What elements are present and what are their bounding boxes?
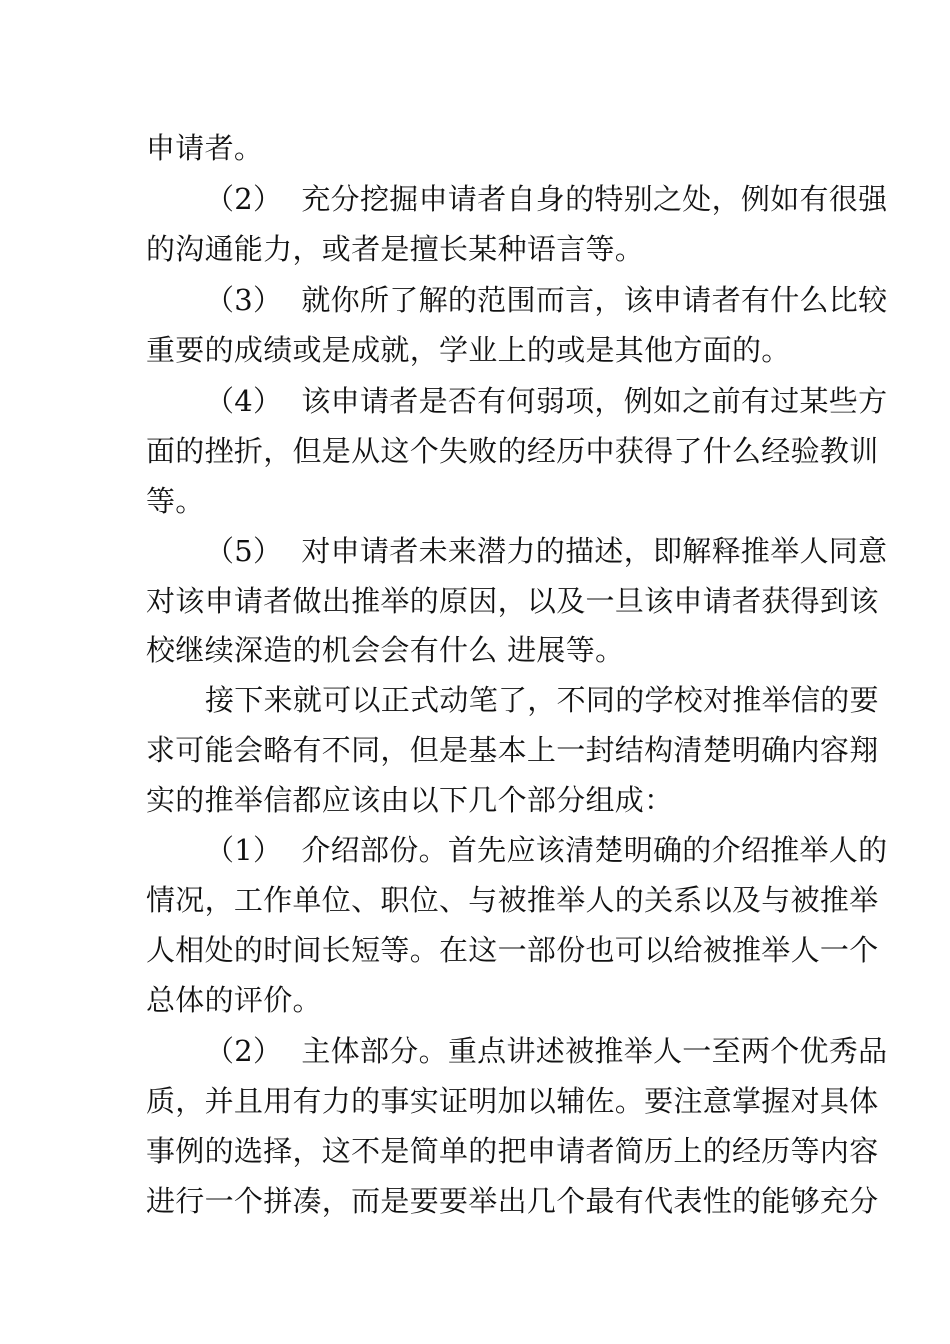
text-line: 人相处的时间长短等。在这一部份也可以给被推举人一个 <box>146 933 879 967</box>
text-line: （2） 充分挖掘申请者自身的特别之处，例如有很强 <box>205 182 888 216</box>
text-line: 接下来就可以正式动笔了，不同的学校对推举信的要 <box>205 683 879 717</box>
text-line: 质，并且用有力的事实证明加以辅佐。要注意掌握对具体 <box>146 1084 879 1118</box>
text-line: 事例的选择，这不是简单的把申请者简历上的经历等内容 <box>146 1134 879 1168</box>
text-line: 求可能会略有不同，但是基本上一封结构清楚明确内容翔 <box>146 733 879 767</box>
text-line: 总体的评价。 <box>146 983 322 1017</box>
text-line: 进行一个拼凑，而是要要举出几个最有代表性的能够充分 <box>146 1184 879 1218</box>
text-line: （3） 就你所了解的范围而言，该申请者有什么比较 <box>205 283 888 317</box>
text-line: 情况，工作单位、职位、与被推举人的关系以及与被推举 <box>146 883 879 917</box>
text-line: 的沟通能力，或者是擅长某种语言等。 <box>146 232 645 266</box>
text-line: （4） 该申请者是否有何弱项，例如之前有过某些方 <box>205 384 888 418</box>
text-line: （2） 主体部分。重点讲述被推举人一至两个优秀品 <box>205 1034 888 1068</box>
text-line: （5） 对申请者未来潜力的描述，即解释推举人同意 <box>205 534 888 568</box>
text-line: （1） 介绍部份。首先应该清楚明确的介绍推举人的 <box>205 833 888 867</box>
text-line: 申请者。 <box>146 131 264 165</box>
text-line: 重要的成绩或是成就，学业上的或是其他方面的。 <box>146 333 791 367</box>
text-line: 校继续深造的机会会有什么 进展等。 <box>146 633 625 667</box>
text-line: 实的推举信都应该由以下几个部分组成： <box>146 783 674 817</box>
text-line: 对该申请者做出推举的原因，以及一旦该申请者获得到该 <box>146 584 879 618</box>
text-line: 面的挫折，但是从这个失败的经历中获得了什么经验教训 <box>146 434 879 468</box>
text-line: 等。 <box>146 484 205 518</box>
